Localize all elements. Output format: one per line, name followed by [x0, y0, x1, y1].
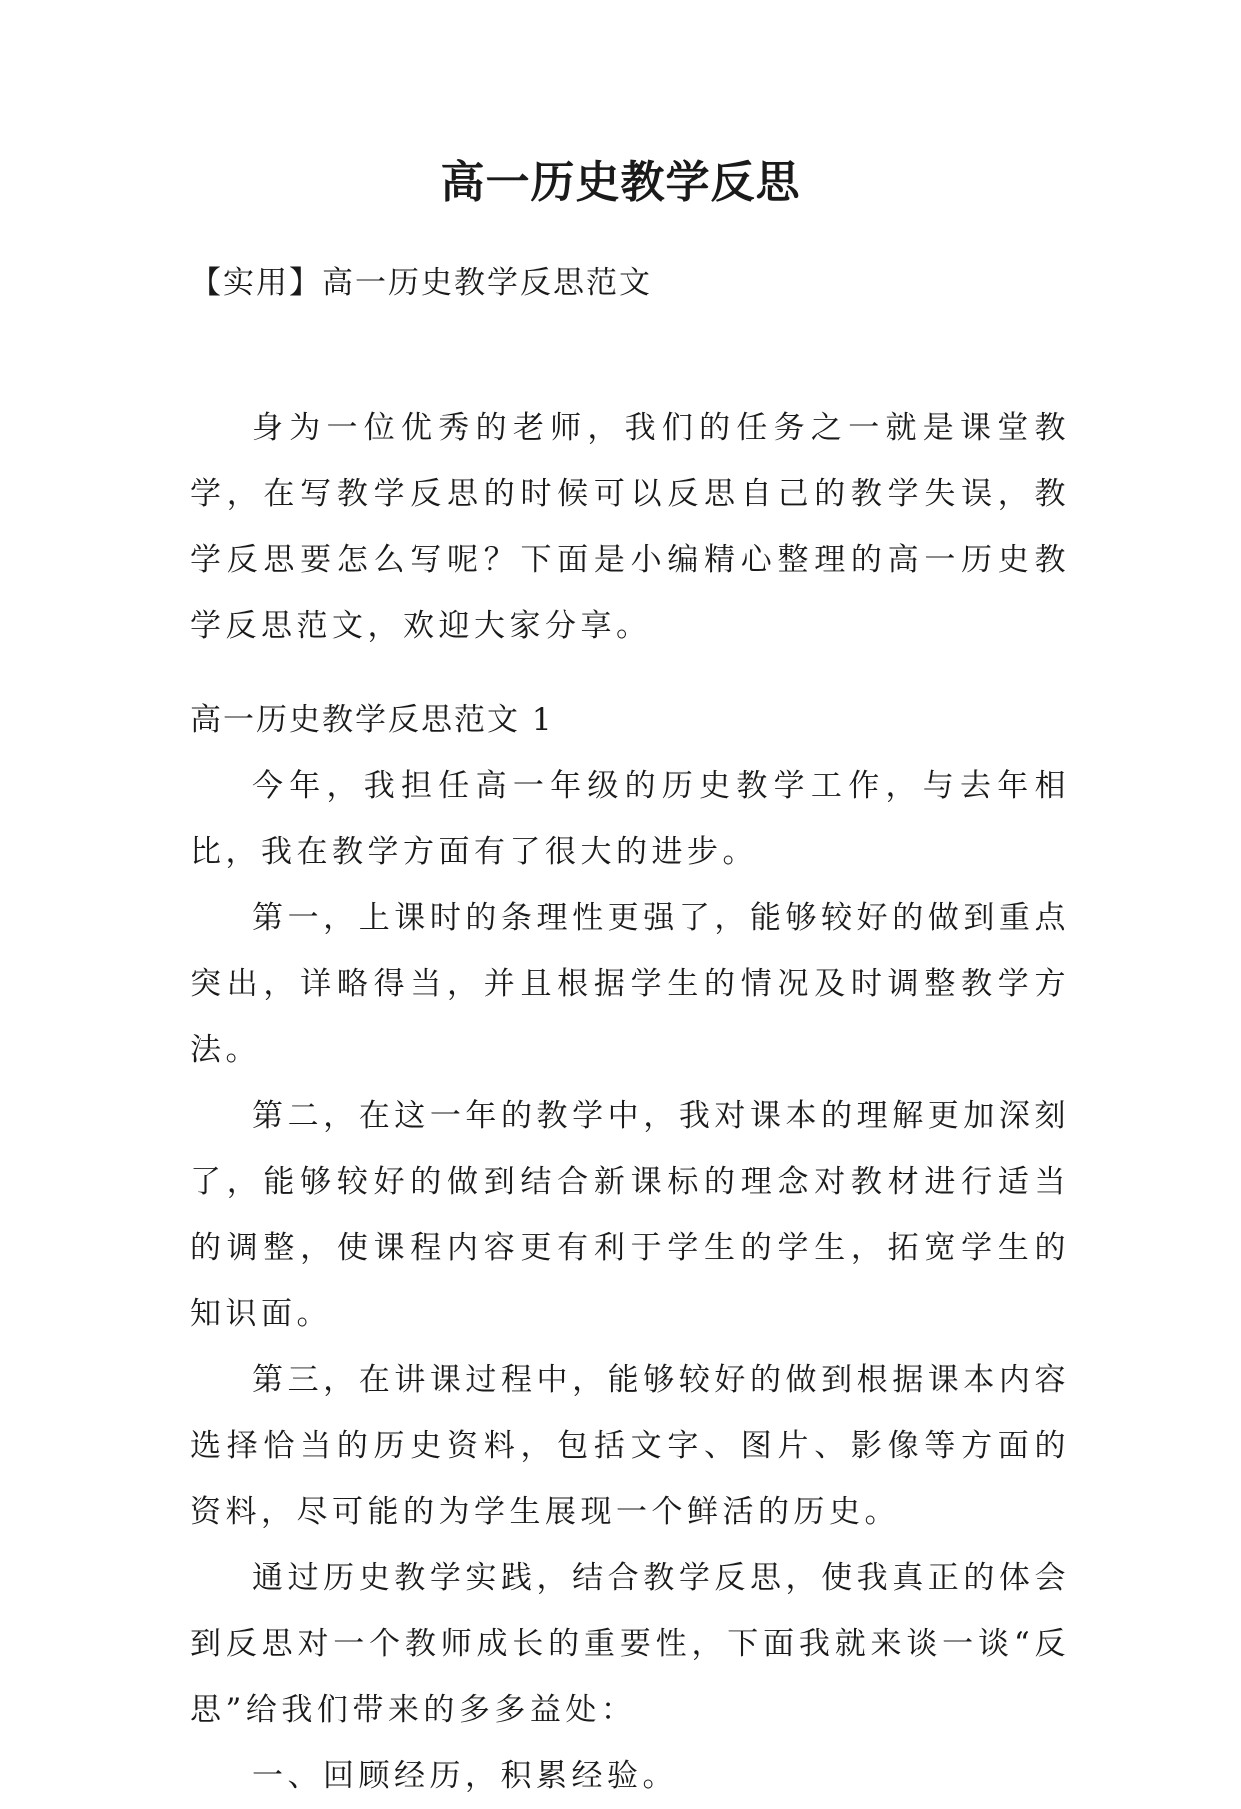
paragraph: 第三，在讲课过程中，能够较好的做到根据课本内容选择恰当的历史资料，包括文字、图片、影像等方面的资料，尽可能的为学生展现一个鲜活的历史。: [190, 1362, 1070, 1530]
paragraph: 通过历史教学实践，结合教学反思，使我真正的体会到反思对一个教师成长的重要性，下面我就来谈一谈“反思”给我们带来的多多益处：: [190, 1560, 1070, 1728]
paragraph: 一、回顾经历，积累经验。: [252, 1758, 678, 1794]
section-heading: 高一历史教学反思范文 1: [190, 702, 554, 738]
paragraph: 今年，我担任高一年级的历史教学工作，与去年相比，我在教学方面有了很大的进步。: [190, 768, 1070, 870]
intro-paragraph: 身为一位优秀的老师，我们的任务之一就是课堂教学，在写教学反思的时候可以反思自己的教学失误，教学反思要怎么写呢？下面是小编精心整理的高一历史教学反思范文，欢迎大家分享。: [190, 410, 1070, 644]
document-title: 高一历史教学反思: [440, 157, 801, 208]
section-1: [190, 687, 1070, 1809]
intro-block: [190, 395, 1070, 659]
document-subtitle: 【实用】高一历史教学反思范文: [190, 265, 652, 301]
paragraph: 第二，在这一年的教学中，我对课本的理解更加深刻了，能够较好的做到结合新课标的理念对教材进行适当的调整，使课程内容更有利于学生的学生，拓宽学生的知识面。: [190, 1098, 1070, 1332]
paragraph: 第一，上课时的条理性更强了，能够较好的做到重点突出，详略得当，并且根据学生的情况及时调整教学方法。: [190, 900, 1070, 1068]
